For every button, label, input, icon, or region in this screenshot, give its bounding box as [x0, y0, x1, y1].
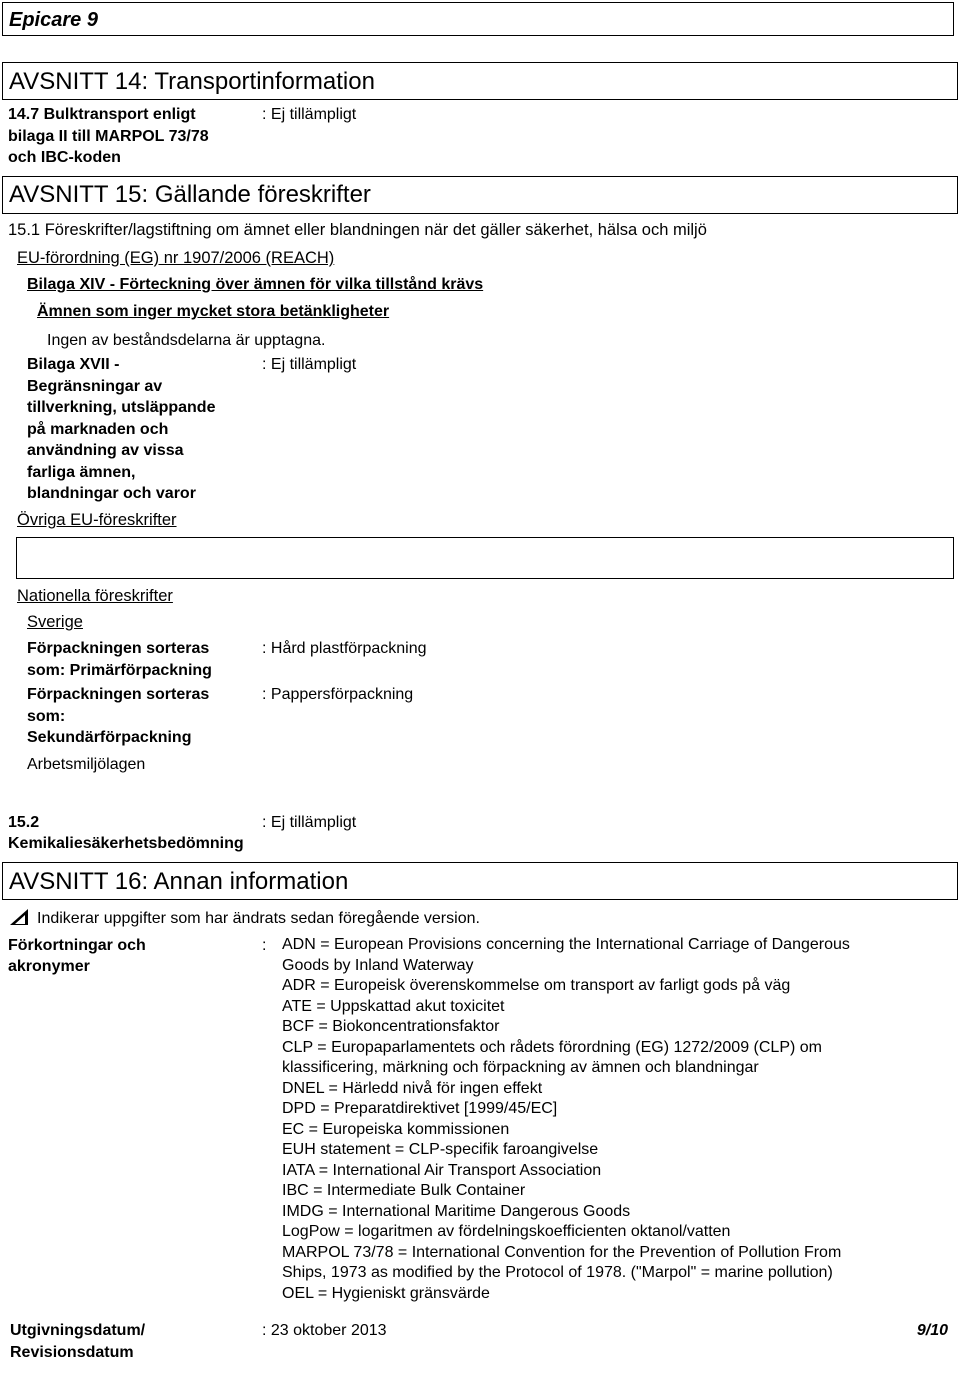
product-title: Epicare 9 [9, 9, 98, 31]
abbreviations-colon: : [262, 937, 267, 954]
abbr-line: BCF = Biokoncentrationsfaktor [282, 1018, 500, 1035]
abbr-line: CLP = Europaparlamentets och rådets förordning (EG) 1272/2009 (CLP) om [282, 1038, 822, 1056]
abbr-line: IMDG = International Maritime Dangerous Goods [282, 1202, 631, 1220]
work-environment-law: Arbetsmiljölagen [27, 756, 146, 773]
chemical-safety-assessment-label: 15.2 Kemikaliesäkerhetsbedömning [8, 814, 244, 852]
reach-heading: EU-förordning (EG) nr 1907/2006 (REACH) [17, 249, 335, 267]
page-number: 9/10 [916, 1322, 948, 1339]
section-15-header [2, 176, 958, 214]
abbr-line: klassificering, märkning och förpackning av ämnen och blandningar [282, 1059, 759, 1076]
abbr-line: ADN = European Provisions concerning the International Carriage of Dangerous [282, 936, 850, 953]
annex-14-heading: Bilaga XIV - Förteckning över ämnen för vilka tillstånd krävs [27, 276, 484, 293]
packaging-primary-value: : Hård plastförpackning [262, 640, 427, 657]
abbr-line: EC = Europeiska kommissionen [282, 1120, 510, 1138]
country-heading: Sverige [27, 613, 83, 631]
section-16-title: AVSNITT 16: Annan information [9, 868, 349, 895]
section-14-title: AVSNITT 14: Transportinformation [9, 68, 375, 95]
abbr-line: Ships, 1973 as modified by the Protocol of 1978. ("Marpol" = marine pollution) [282, 1264, 833, 1281]
abbr-line: OEL = Hygieniskt gränsvärde [282, 1284, 490, 1302]
abbr-line: MARPOL 73/78 = International Convention for the Prevention of Pollution From [282, 1243, 842, 1261]
abbr-line: Goods by Inland Waterway [282, 956, 474, 974]
national-heading: Nationella föreskrifter [17, 587, 173, 605]
annex-17-label: Bilaga XVII - Begränsningar av tillverkning, utsläppande på marknaden och användning av vissa farliga ämnen, blandningar och varor [27, 356, 216, 502]
packaging-primary-label: Förpackningen sorteras som: Primärförpackning [27, 640, 212, 679]
header-box [2, 2, 954, 36]
annex-17-value: : Ej tillämpligt [262, 356, 357, 373]
bulk-transport-label: 14.7 Bulktransport enligt bilaga II till MARPOL 73/78 och IBC-koden [8, 106, 209, 166]
bulk-transport-value: : Ej tillämpligt [262, 106, 357, 123]
abbr-line: IBC = Intermediate Bulk Container [282, 1182, 526, 1199]
other-eu-heading: Övriga EU-föreskrifter [17, 511, 177, 529]
packaging-secondary-label: Förpackningen sorteras som: Sekundärförpackning [27, 686, 210, 746]
regulations-subheading: 15.1 Föreskrifter/lagstiftning om ämnet eller blandningen när det gäller säkerhet, hälsa och miljö [8, 221, 707, 239]
section-14-header [2, 62, 958, 100]
svhc-heading: Ämnen som inger mycket stora betänkligheter [37, 303, 390, 320]
abbr-line: LogPow = logaritmen av fördelningskoefficienten oktanol/vatten [282, 1223, 731, 1240]
changed-note: Indikerar uppgifter som har ändrats sedan föregående version. [37, 910, 480, 927]
revision-date-value: : 23 oktober 2013 [262, 1322, 387, 1339]
abbr-line: ATE = Uppskattad akut toxicitet [282, 997, 505, 1015]
section-15-title: AVSNITT 15: Gällande föreskrifter [9, 181, 371, 208]
revision-date-label: Utgivningsdatum/ Revisionsdatum [10, 1322, 146, 1361]
svhc-note: Ingen av beståndsdelarna är upptagna. [47, 332, 326, 349]
chemical-safety-assessment-value: : Ej tillämpligt [262, 814, 357, 831]
section-16-header [2, 862, 958, 900]
abbr-line: ADR = Europeisk överenskommelse om transport av farligt gods på väg [282, 977, 791, 994]
other-eu-empty-box [16, 537, 954, 579]
abbr-line: IATA = International Air Transport Association [282, 1161, 602, 1179]
packaging-secondary-value: : Pappersförpackning [262, 686, 414, 703]
abbreviations-label: Förkortningar och akronymer [8, 937, 146, 975]
abbr-line: DNEL = Härledd nivå för ingen effekt [282, 1079, 543, 1097]
abbr-line: EUH statement = CLP-specifik faroangivelse [282, 1141, 599, 1158]
abbr-line: DPD = Preparatdirektivet [1999/45/EC] [282, 1100, 558, 1117]
abbreviations-list [282, 935, 942, 1304]
